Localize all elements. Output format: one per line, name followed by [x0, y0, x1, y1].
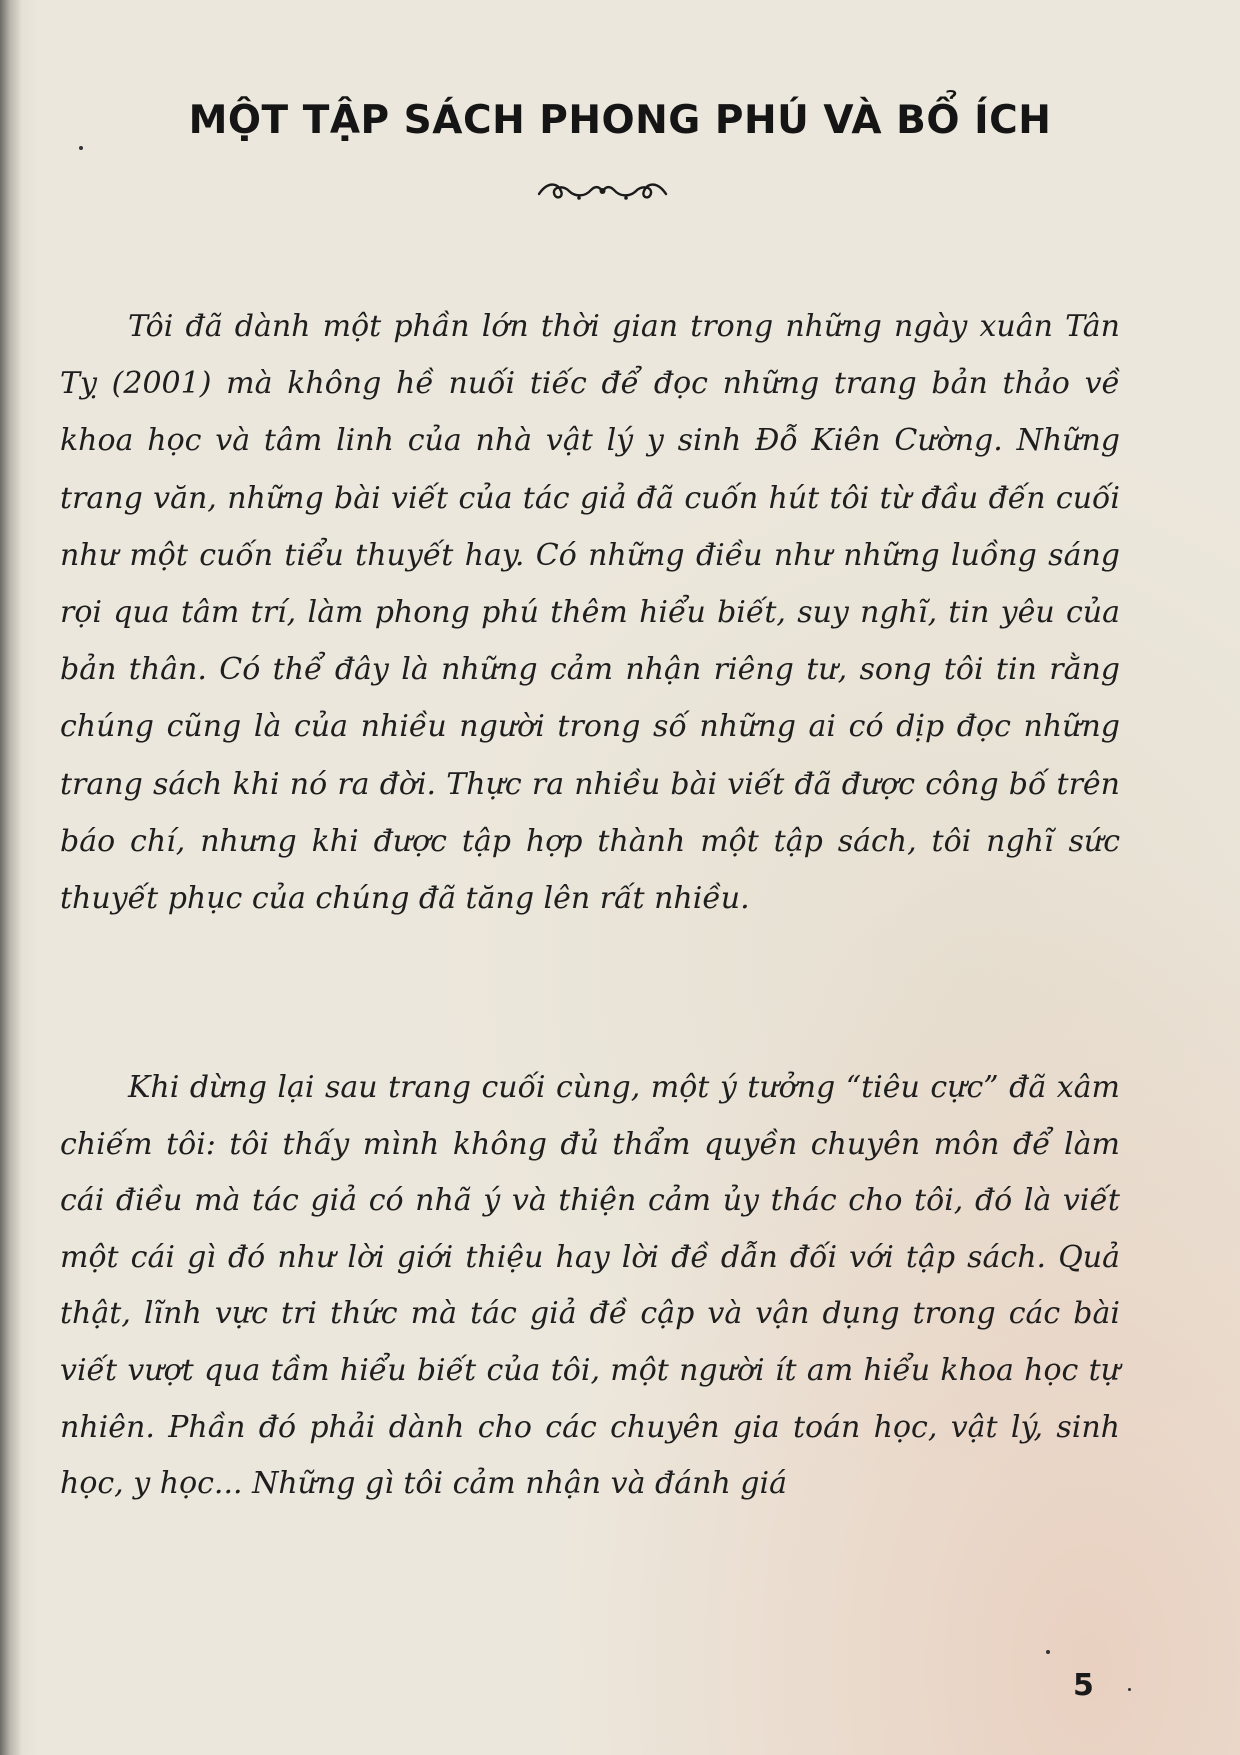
paper-speck: [1046, 1650, 1050, 1654]
scroll-flourish-icon: [535, 178, 670, 204]
paragraph-2: Khi dừng lại sau trang cuối cùng, một ý tưởng “tiêu cực” đã xâm chiếm tôi: tôi thấy mình không đủ thẩm quyền chuyên môn để làm cái điều mà tác giả có nhã ý và thiện cảm ủy thác cho tôi, đó là viết một cái gì đó như lời giới thiệu hay lời đề dẫn đối với tập sách. Quả thật, lĩnh vực tri thức mà tác giả đề cập và vận dụng trong các bài viết vượt qua tầm hiểu biết của tôi, một người ít am hiểu khoa học tự nhiên. Phần đó phải dành cho các chuyên gia toán học, vật lý, sinh học, y học... Những gì tôi cảm nhận và đánh giá: [60, 1070, 1120, 1502]
paper-speck: [1128, 1688, 1131, 1691]
page-title: MỘT TẬP SÁCH PHONG PHÚ VÀ BỔ ÍCH: [188, 98, 1052, 143]
page-number: 5: [1073, 1668, 1094, 1703]
paper-speck: [79, 146, 83, 150]
paragraph-1: Tôi đã dành một phần lớn thời gian trong những ngày xuân Tân Tỵ (2001) mà không hề nuối tiếc để đọc những trang bản thảo về khoa học và tâm linh của nhà vật lý y sinh Đỗ Kiên Cường. Những trang văn, những bài viết của tác giả đã cuốn hút tôi từ đầu đến cuối như một cuốn tiểu thuyết hay. Có những điều như những luồng sáng rọi qua tâm trí, làm phong phú thêm hiểu biết, suy nghĩ, tin yêu của bản thân. Có thể đây là những cảm nhận riêng tư, song tôi tin rằng chúng cũng là của nhiều người trong số những ai có dịp đọc những trang sách khi nó ra đời. Thực ra nhiều bài viết đã được công bố trên báo chí, nhưng khi được tập hợp thành một tập sách, tôi nghĩ sức thuyết phục của chúng đã tăng lên rất nhiều.: [60, 309, 1120, 917]
